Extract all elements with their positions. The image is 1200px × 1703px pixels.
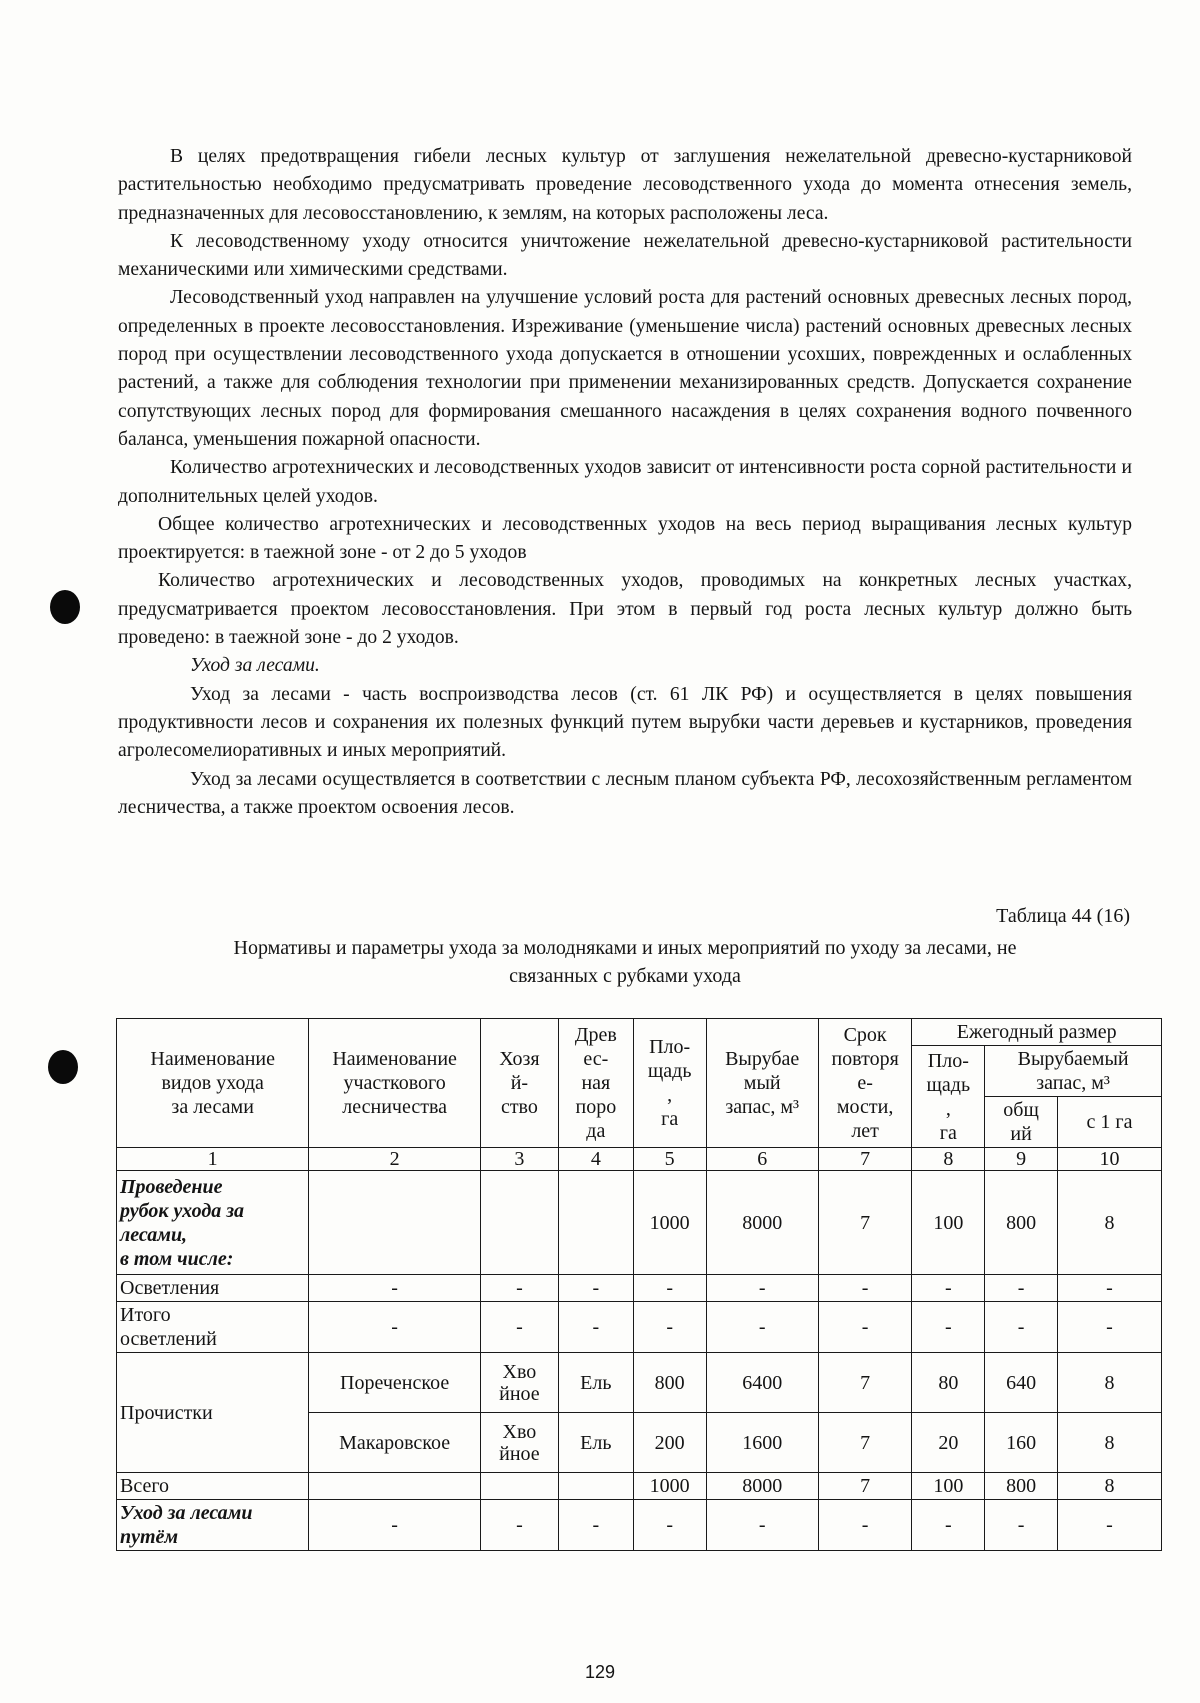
header-cell: Пло- щадь , га: [633, 1019, 706, 1148]
table-cell: 7: [818, 1353, 912, 1413]
section-heading: Уход за лесами.: [190, 655, 320, 677]
column-number: 8: [912, 1148, 985, 1171]
table-cell: 7: [818, 1473, 912, 1500]
table-row: [117, 1171, 1162, 1275]
table-title: [118, 934, 1132, 990]
table-cell: 8: [1057, 1353, 1161, 1413]
paragraph: В целях предотвращения гибели лесных культур от заглушения нежелательной древесно-кустарниковой растительностью необходимо предусматривать проведение лесоводственного ухода до момента отнесения земель, предназначенных для лесовосстановлению, к землям, на которых расположены леса.: [118, 146, 1132, 224]
table-cell: 100: [912, 1171, 985, 1275]
table-cell: 1000: [633, 1473, 706, 1500]
header-cell: Древ ес- ная поро да: [558, 1019, 633, 1148]
page-number: 129: [584, 1662, 616, 1682]
table-cell: 8000: [706, 1171, 818, 1275]
header-cell: Хозя й- ство: [480, 1019, 558, 1148]
table-cell: 8: [1057, 1413, 1161, 1473]
header-cell: Срок повторя е- мости, лет: [818, 1019, 912, 1148]
paragraph: Лесоводственный уход направлен на улучшение условий роста для растений основных древесных лесных пород, определенных в проекте лесовосстановления. Изреживание (уменьшение числа) растений основных древесных лесных пород при осуществлении лесоводственного ухода допускается в отношении усохших, поврежденных и ослабленных растений, а также для соблюдения технологии при применении механизированных средств. Допускается сохранение сопутствующих лесных пород для формирования смешанного насаждения в целях сохранения водного почвенного баланса, уменьшения пожарной опасности.: [118, 287, 1132, 450]
table-cell: 1600: [706, 1413, 818, 1473]
table-cell: -: [912, 1275, 985, 1302]
norms-table: [116, 1018, 1162, 1551]
paragraph: Уход за лесами осуществляется в соответствии с лесным планом субъекта РФ, лесохозяйственным регламентом лесничества, а также проектом освоения лесов.: [118, 768, 1132, 818]
column-number: 6: [706, 1148, 818, 1171]
table-cell: -: [1057, 1302, 1161, 1353]
table-cell: Макаровское: [309, 1413, 481, 1473]
table-cell: -: [985, 1302, 1058, 1353]
table-cell: Хво йное: [480, 1413, 558, 1473]
paragraph: Количество агротехнических и лесоводственных уходов зависит от интенсивности роста сорной растительности и дополнительных целей уходов.: [118, 457, 1132, 507]
table-cell: -: [633, 1500, 706, 1551]
table-cell: -: [309, 1275, 481, 1302]
row-label: Проведение рубок ухода за лесами, в том числе:: [117, 1171, 309, 1275]
table-cell: -: [480, 1302, 558, 1353]
header-cell: Вырубае мый запас, м³: [706, 1019, 818, 1148]
table-cell: [309, 1171, 481, 1275]
paragraph: Общее количество агротехнических и лесоводственных уходов на весь период выращивания лесных культур проектируется: в таежной зоне - от 2 до 5 уходов: [118, 513, 1132, 564]
table-row: [117, 1302, 1162, 1353]
table-title-line: Нормативы и параметры ухода за молодняками и иных мероприятий по уходу за лесами, не: [233, 937, 1017, 959]
table-cell: -: [558, 1500, 633, 1551]
header-cell: с 1 га: [1057, 1097, 1161, 1148]
table-cell: -: [480, 1275, 558, 1302]
column-number: 1: [117, 1148, 309, 1171]
table-cell: -: [985, 1275, 1058, 1302]
table-cell: [558, 1473, 633, 1500]
table-cell: Пореченское: [309, 1353, 481, 1413]
table-cell: Хво йное: [480, 1353, 558, 1413]
table-cell: [480, 1171, 558, 1275]
column-number: 7: [818, 1148, 912, 1171]
table-cell: [480, 1473, 558, 1500]
table-title-line: связанных с рубками ухода: [509, 965, 741, 987]
table-cell: -: [558, 1302, 633, 1353]
table-cell: -: [633, 1275, 706, 1302]
table-cell: -: [1057, 1500, 1161, 1551]
table-cell: -: [558, 1275, 633, 1302]
table-cell: -: [818, 1302, 912, 1353]
header-cell: Пло- щадь , га: [912, 1046, 985, 1148]
table-cell: 160: [985, 1413, 1058, 1473]
table-cell: Ель: [558, 1353, 633, 1413]
table-row: [117, 1353, 1162, 1413]
table-cell: [558, 1171, 633, 1275]
table-cell: 800: [633, 1353, 706, 1413]
table-cell: 200: [633, 1413, 706, 1473]
table-cell: -: [1057, 1275, 1161, 1302]
table-cell: -: [912, 1302, 985, 1353]
table-cell: -: [480, 1500, 558, 1551]
table-cell: 6400: [706, 1353, 818, 1413]
column-number-row: [117, 1148, 1162, 1171]
table-cell: -: [818, 1275, 912, 1302]
table-cell: 640: [985, 1353, 1058, 1413]
paragraph: Количество агротехнических и лесоводственных уходов, проводимых на конкретных лесных участках, предусматривается проектом лесовосстановления. При этом в первый год роста лесных культур должно быть проведено: в таежной зоне - до 2 уходов.: [118, 570, 1132, 649]
table-cell: 100: [912, 1473, 985, 1500]
table-cell: 80: [912, 1353, 985, 1413]
table-cell: 1000: [633, 1171, 706, 1275]
header-cell: Наименование участкового лесничества: [309, 1019, 481, 1148]
column-number: 10: [1057, 1148, 1161, 1171]
table-cell: -: [912, 1500, 985, 1551]
paragraph: К лесоводственному уходу относится уничтожение нежелательной древесно-кустарниковой растительности механическими или химическими средствами.: [118, 230, 1132, 281]
table-number: Таблица 44 (16): [996, 905, 1130, 927]
row-label: Уход за лесами путём: [117, 1500, 309, 1551]
table-row: [117, 1500, 1162, 1551]
header-cell: Наименование видов ухода за лесами: [117, 1019, 309, 1148]
header-row: [117, 1019, 1162, 1046]
table-cell: -: [309, 1500, 481, 1551]
table-row: [117, 1473, 1162, 1500]
table-cell: -: [818, 1500, 912, 1551]
table-cell: -: [985, 1500, 1058, 1551]
column-number: 9: [985, 1148, 1058, 1171]
table-cell: 7: [818, 1171, 912, 1275]
row-label: Осветления: [117, 1275, 309, 1302]
header-group-cell: Вырубаемый запас, м³: [985, 1046, 1162, 1097]
table-cell: 7: [818, 1413, 912, 1473]
table-cell: 8: [1057, 1473, 1161, 1500]
row-label: Всего: [117, 1473, 309, 1500]
table-cell: [309, 1473, 481, 1500]
table-cell: 800: [985, 1171, 1058, 1275]
table-cell: -: [706, 1275, 818, 1302]
table-cell: Ель: [558, 1413, 633, 1473]
table-cell: 20: [912, 1413, 985, 1473]
table-cell: 800: [985, 1473, 1058, 1500]
table-row: [117, 1275, 1162, 1302]
row-label: Прочистки: [117, 1353, 309, 1473]
column-number: 4: [558, 1148, 633, 1171]
table-cell: -: [309, 1302, 481, 1353]
body-text: [118, 143, 1132, 822]
table-cell: -: [706, 1302, 818, 1353]
punch-hole-mark: [50, 590, 80, 624]
row-label: Итого осветлений: [117, 1302, 309, 1353]
punch-hole-mark: [48, 1050, 78, 1084]
table-cell: -: [706, 1500, 818, 1551]
paragraph: Уход за лесами - часть воспроизводства лесов (ст. 61 ЛК РФ) и осуществляется в целях повышения продуктивности лесов и сохранения их полезных функций путем вырубки части деревьев и кустарников, проведения агролесомелиоративных и иных мероприятий.: [118, 683, 1132, 762]
header-cell: общ ий: [985, 1097, 1058, 1148]
header-group-cell: Ежегодный размер: [912, 1019, 1162, 1046]
column-number: 5: [633, 1148, 706, 1171]
table-cell: -: [633, 1302, 706, 1353]
column-number: 3: [480, 1148, 558, 1171]
table-cell: 8: [1057, 1171, 1161, 1275]
table-cell: 8000: [706, 1473, 818, 1500]
column-number: 2: [309, 1148, 481, 1171]
